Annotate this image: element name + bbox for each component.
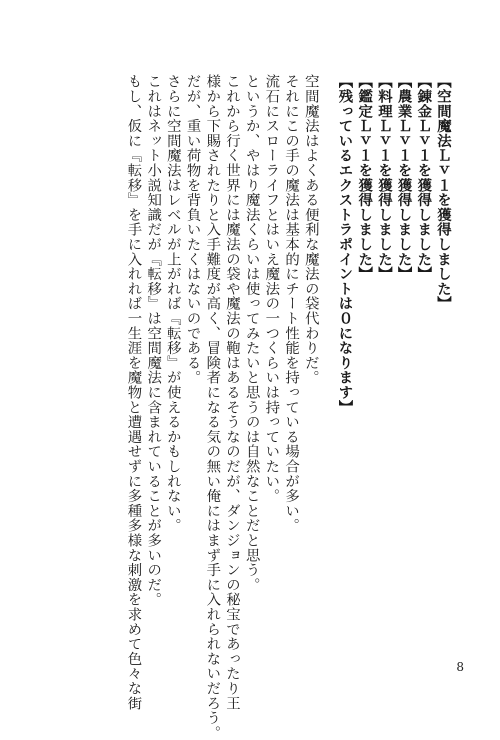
system-message-farming: 【農業Ｌｖ１を獲得しました】	[395, 74, 412, 282]
body-line-6: 様から下賜されたりと入手難度が高く、冒険者になる気の無い俺にはまず手に入れられないだろう。	[204, 74, 221, 740]
paragraph-gap	[320, 74, 334, 658]
body-line-3: 流石にスローライフとはいえ魔法の一つくらいは持っていたい。	[263, 74, 280, 504]
system-message-alchemy: 【錬金Ｌｖ１を獲得しました】	[415, 74, 432, 282]
system-message-appraisal: 【鑑定Ｌｖ１を獲得しました】	[356, 74, 373, 282]
system-message-space-magic: 【空間魔法Ｌｖ１を獲得しました】	[435, 74, 451, 311]
system-message-cooking: 【料理Ｌｖ１を獲得しました】	[375, 74, 392, 282]
page-number: 8	[456, 660, 464, 674]
system-message-extra-points: 【残っているエクストラポイントは０になります】	[336, 74, 353, 415]
body-line-9: これはネット小説知識だが『転移』は空間魔法に含まれていることが多いのだ。	[145, 74, 162, 607]
body-line-4: というか、やはり魔法くらいは使ってみたいと思うのは自然なことだと思う。	[243, 74, 260, 592]
body-line-2: それにこの手の魔法は基本的にチート性能を持っている場合が多い。	[283, 74, 300, 533]
body-line-10: もし、仮に『転移』を手に入れれば一生涯を魔物と遭遇せずに多種多様な刺激を求めて色々な街	[125, 74, 142, 711]
body-line-7: だが、重い荷物を背負いたくはないのである。	[184, 74, 201, 385]
body-line-5: これから行く世界には魔法の袋や魔法の鞄はあるそうなのだが、ダンジョンの秘宝であったり王	[223, 74, 240, 711]
body-line-1: 空間魔法はよくある便利な魔法の袋代わりだ。	[302, 74, 319, 385]
body-line-8: さらに空間魔法はレベルが上がれば『転移』が使えるかもしれない。	[164, 74, 181, 533]
vertical-text-block	[123, 74, 452, 740]
